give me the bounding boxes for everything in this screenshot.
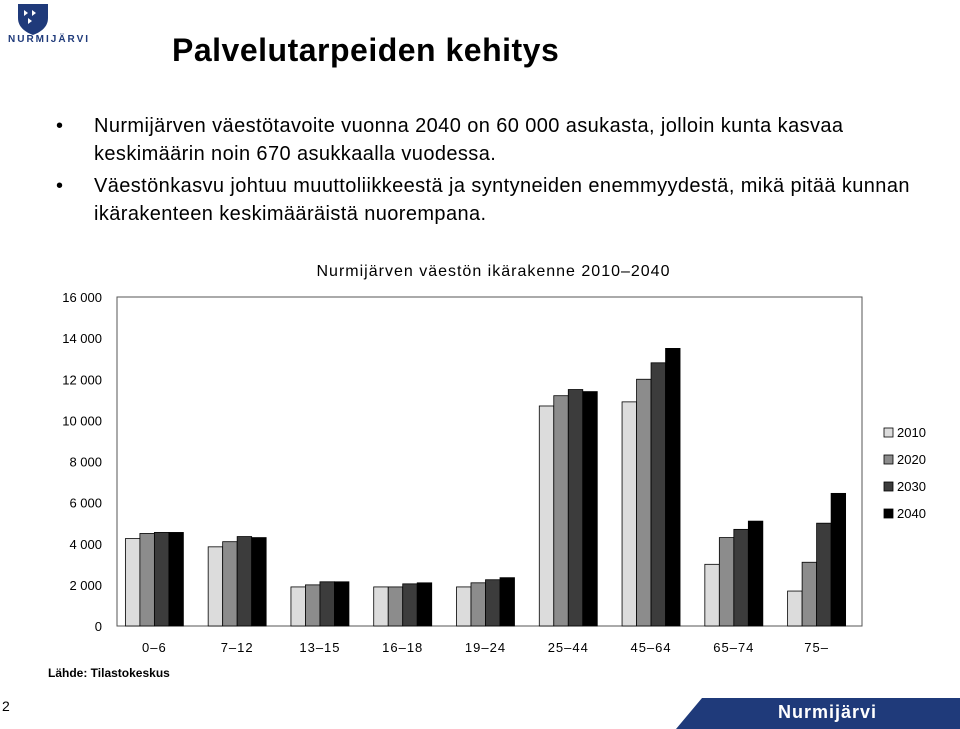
y-tick-label: 0 [94,619,102,634]
bar [169,532,184,626]
y-tick-label: 4 000 [69,536,102,552]
bar [320,582,335,626]
y-tick-label: 16 000 [62,290,102,305]
bar [719,538,734,626]
bar [637,379,652,626]
bar [403,584,418,626]
x-tick-label: 7–12 [220,640,254,655]
bar [748,521,763,626]
legend-label: 2030 [897,479,926,494]
bar [831,493,846,626]
legend-swatch [884,428,893,437]
bar [388,587,403,626]
bar [374,587,389,626]
bullet-list [56,112,936,232]
bar [417,583,432,626]
slide-title: Palvelutarpeiden kehitys [172,32,560,68]
bar [583,392,598,626]
x-tick-label: 0–6 [142,640,167,655]
bar [471,583,486,626]
bar [817,523,832,626]
x-tick-label: 25–44 [547,640,589,655]
bar [554,396,569,626]
bar [500,578,515,626]
x-tick-label: 65–74 [713,640,755,655]
bar [734,529,749,626]
x-tick-label: 75– [804,640,829,655]
bar [291,587,306,626]
bar [223,542,238,626]
footer-brand: Nurmijärvi [778,702,878,722]
source-note: Lähde: Tilastokeskus [48,666,170,680]
bar [457,587,472,626]
bar [208,547,223,626]
slide-number: 2 [2,698,10,714]
bar [486,580,501,626]
legend-swatch [884,482,893,491]
bar [651,363,666,626]
bar [154,532,169,626]
bar [788,591,803,626]
bar [334,582,349,626]
legend-label: 2020 [897,452,926,467]
legend-swatch [884,455,893,464]
x-tick-label: 45–64 [630,640,672,655]
legend-label: 2040 [897,506,926,521]
population-bar-chart [0,250,960,660]
bar [140,533,155,626]
legend-label: 2010 [897,425,926,440]
y-tick-label: 2 000 [69,577,102,593]
bar [252,538,267,626]
logo-wordmark: NURMIJÄRVI [8,34,91,45]
bar [305,585,320,626]
legend-swatch [884,509,893,518]
bar [802,562,817,626]
bar [237,537,252,626]
y-tick-label: 8 000 [69,454,102,470]
bullet-item: • Nurmijärven väestötavoite vuonna 2040 on 60 000 asukasta, jolloin kunta kasvaa keskimäärin noin 670 asukkaalla vuodessa. [56,112,936,168]
bar [705,564,720,626]
y-tick-label: 10 000 [62,413,102,429]
x-tick-label: 16–18 [382,640,424,655]
y-tick-label: 14 000 [62,331,102,347]
bar [568,390,583,626]
chart-title: Nurmijärven väestön ikärakenne 2010–2040 [316,263,671,280]
y-tick-label: 6 000 [69,495,102,511]
bar [539,406,554,626]
y-tick-label: 12 000 [62,372,102,388]
bar [125,539,140,626]
x-tick-label: 13–15 [299,640,341,655]
bar [666,348,681,626]
bar [622,402,637,626]
x-tick-label: 19–24 [464,640,507,655]
bullet-item: • Väestönkasvu johtuu muuttoliikkeestä ja syntyneiden enemmyydestä, mikä pitää kunnan ikärakenteen keskimääräistä nuorempana. [56,172,936,228]
